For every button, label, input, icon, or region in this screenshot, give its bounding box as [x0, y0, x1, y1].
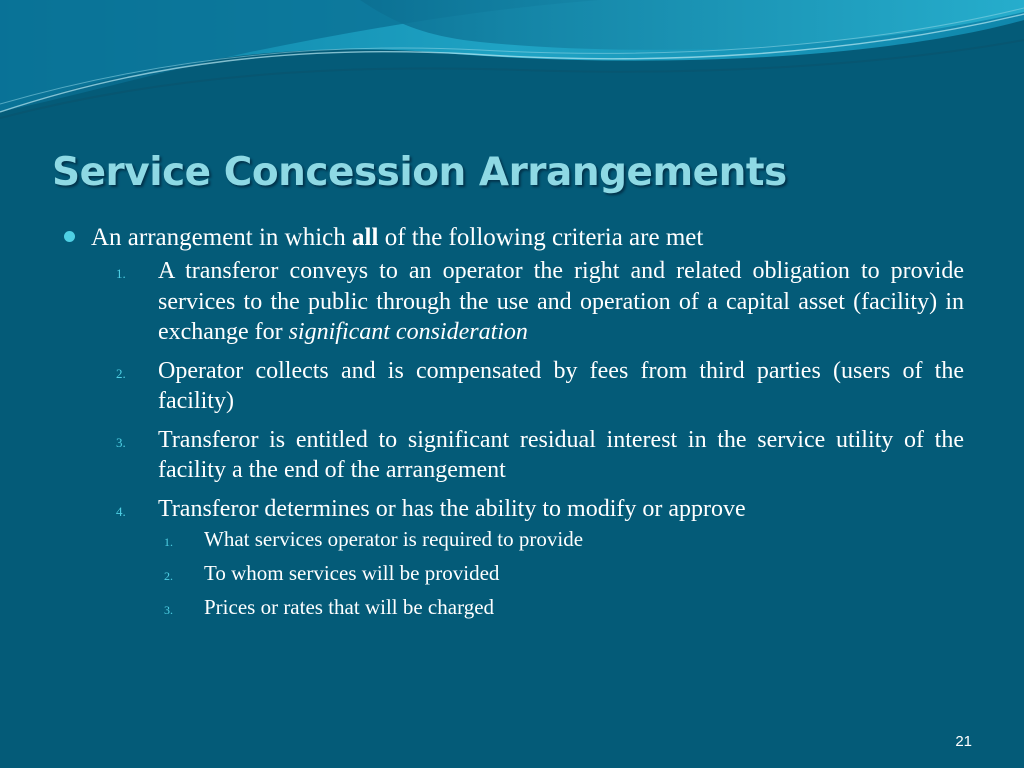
slide-content: [64, 222, 964, 628]
criterion-text-plain: A transferor conveys to an operator the right and related obligation to provide services to the public through the use and operation of a capital asset (facility) in exchange for: [158, 258, 964, 345]
header-wave-decoration: [0, 0, 1024, 130]
criterion-item: [116, 425, 964, 486]
criterion-number: 1.: [116, 266, 126, 281]
intro-text: [91, 222, 703, 254]
criterion-item: [116, 256, 964, 348]
criterion-text: Operator collects and is compensated by fees from third parties (users of the facility): [158, 357, 964, 414]
sub-criterion-number: 1.: [164, 535, 173, 549]
slide-number: 21: [955, 733, 972, 750]
intro-text-before: An arrangement in which: [91, 224, 353, 251]
criterion-item: [116, 356, 964, 417]
sub-criterion-item: [164, 526, 964, 552]
sub-criterion-number: 2.: [164, 569, 173, 583]
sub-criterion-item: [164, 560, 964, 586]
bullet-dot-icon: [64, 231, 75, 242]
intro-text-after: of the following criteria are met: [378, 224, 704, 251]
intro-emphasis: all: [352, 224, 379, 251]
sub-criteria-list: [164, 526, 964, 620]
criteria-list: [64, 256, 964, 620]
criterion-number: 2.: [116, 365, 126, 381]
intro-bullet: [64, 222, 964, 254]
criterion-number: 4.: [116, 503, 126, 519]
criterion-text: Transferor is entitled to significant residual interest in the service utility of the facility a the end of the arrangement: [158, 426, 964, 483]
sub-criterion-text: Prices or rates that will be charged: [204, 595, 495, 619]
sub-criterion-text: To whom services will be provided: [204, 561, 500, 585]
criterion-text: Transferor determines or has the ability to modify or approve: [158, 495, 746, 522]
sub-criterion-item: [164, 594, 964, 620]
criterion-text-italic: significant consideration: [288, 319, 528, 345]
sub-criterion-number: 3.: [164, 603, 173, 617]
criterion-item: [116, 494, 964, 621]
sub-criterion-text: What services operator is required to provide: [204, 527, 584, 551]
slide-title: Service Concession Arrangements: [52, 150, 787, 195]
criterion-text: [158, 256, 964, 348]
criterion-number: 3.: [116, 434, 126, 450]
